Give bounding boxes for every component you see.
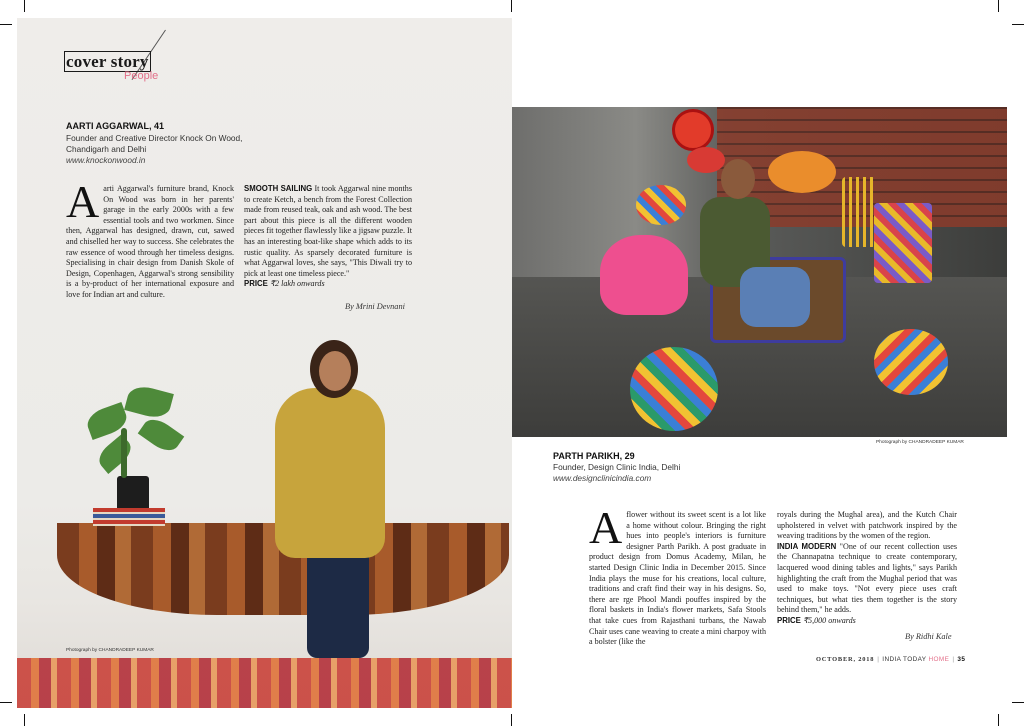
right-col2-text2: "One of our recent collection uses the Channapatna technique to create contemporary, lacquered wood dining tables and lights," says Parikh highlighting the craft from the Mughal period that was used to make toys. "Not every piece uses craft techniques, but what ties them together is the story behind them," he adds. [777, 541, 957, 615]
pink-pouf [600, 235, 688, 315]
left-col1-text: arti Aggarwal's furniture brand, Knock On Wood was born in her parents' garage in the early 2000s with a few essential tools and two workmen. Since then, Aggarwal has designed, drawn, cut, sawed and chiselled her way to success. She celebrates the raw essence of wood through her timeless designs. Specialising in chair design from Danish Skole of Design, Copenhagen, Aggarwal's strong sensibility is a by-product of her international exposure and love for Indian art and culture. [66, 184, 234, 299]
book-stack [93, 508, 165, 526]
patchwork-pouf [874, 329, 948, 395]
plant-leaf [124, 383, 174, 421]
right-col2-heading: INDIA MODERN [777, 541, 837, 551]
right-dropcap: A [589, 502, 623, 553]
patchwork-pouf [630, 347, 718, 431]
right-article-column-2 [777, 510, 957, 627]
crop-mark [998, 714, 999, 726]
plant-leaf [94, 434, 136, 474]
crop-mark [24, 0, 25, 12]
right-col1-text: flower without its sweet scent is a lot like a home without colour. Bringing the right hues into people's interiors is furniture designer Parth Parikh. A post graduate in product design from Domus Academy, Milan, he started Design Clinic India in December 2015. Since India plays the muse for his creations, local culture, traditions and craft find their way in his designs. So, there are rge Phool Mandi pouffes inspired by the floral baskets in India's flower markets, Safa Stools that take cues from Rajasthani turbans, the Nawab Chair uses cane weaving to create a mini charpoy with a bolster (like the [589, 510, 766, 647]
right-profile-role: Founder, Design Clinic India, Delhi [553, 462, 681, 472]
right-profile-url[interactable]: www.designclinicindia.com [553, 473, 652, 483]
footer-magazine: INDIA TODAY [882, 656, 927, 663]
footer-month: OCTOBER, 2018 [816, 656, 875, 663]
left-profile-url[interactable]: www.knockonwood.in [66, 155, 146, 165]
left-profile-role-line2: Chandigarh and Delhi [66, 144, 147, 154]
plant-pot [117, 476, 149, 512]
left-col2-text: It took Aggarwal nine months to create Ketch, a bench from the Forest Collection made from reused teak, oak and ash wood. The best part about this piece is all the different wooden pieces fit together flawlessly like a jigsaw puzzle. It has an interesting boat-like shape which adds to its rustic quality. As sparsely decorated furniture is what Aggarwal loves, she says, "This Diwali try to pick at least one timeless piece." [244, 184, 413, 278]
left-article-column-2 [244, 184, 412, 290]
page-footer: OCTOBER, 2018 | INDIA TODAY HOME | 35 [816, 656, 966, 663]
left-article-column-1 [66, 176, 234, 301]
crop-mark [0, 24, 12, 25]
crop-mark [1012, 702, 1024, 703]
red-pouf [672, 109, 714, 151]
right-price-value: ₹5,000 onwards [800, 615, 856, 625]
left-dropcap: A [66, 176, 100, 227]
plant-leaf [138, 414, 185, 457]
crop-mark [24, 714, 25, 726]
woman-face [319, 351, 351, 391]
left-profile-role-line1: Founder and Creative Director Knock On Wood, [66, 133, 243, 143]
right-page-photo [512, 107, 1007, 437]
patchwork-pouf [636, 185, 686, 225]
crop-mark [511, 714, 512, 726]
right-col2-text: royals during the Mughal area), and the Kutch Chair upholstered in velvet with patchwork inspired by the weaving traditions by the women of the region. [777, 510, 957, 541]
left-price-label: PRICE [244, 279, 268, 289]
crop-mark [511, 0, 512, 12]
rug [17, 658, 512, 708]
right-photo-credit: Photograph by CHANDRADEEP KUMAR [876, 440, 964, 445]
left-photo-credit: Photograph by CHANDRADEEP KUMAR [66, 648, 154, 653]
left-price-value: ₹2 lakh onwards [267, 279, 325, 289]
yellow-chair [842, 177, 876, 247]
section-title [64, 52, 151, 72]
section-subtitle: People [124, 70, 159, 82]
footer-section: HOME [928, 656, 950, 663]
man-legs [740, 267, 810, 327]
left-profile-name: AARTI AGGARWAL, 41 [66, 121, 165, 131]
red-pouf [687, 147, 725, 173]
man-head [721, 159, 755, 199]
left-col2-heading: SMOOTH SAILING [244, 184, 313, 193]
crop-mark [998, 0, 999, 12]
orange-pouf [768, 151, 836, 193]
right-price-label: PRICE [777, 615, 801, 625]
page-number: 35 [957, 656, 966, 663]
right-byline: By Ridhi Kale [905, 632, 952, 641]
left-byline: By Mrini Devnani [345, 302, 405, 311]
plant-leaf [121, 428, 127, 478]
section-title-text: cover story [66, 52, 149, 71]
right-profile-name: PARTH PARIKH, 29 [553, 451, 635, 461]
right-article-column-1 [589, 502, 766, 648]
kutch-chair [874, 203, 932, 283]
crop-mark [0, 702, 12, 703]
crop-mark [1012, 24, 1024, 25]
woman-body [275, 388, 385, 558]
